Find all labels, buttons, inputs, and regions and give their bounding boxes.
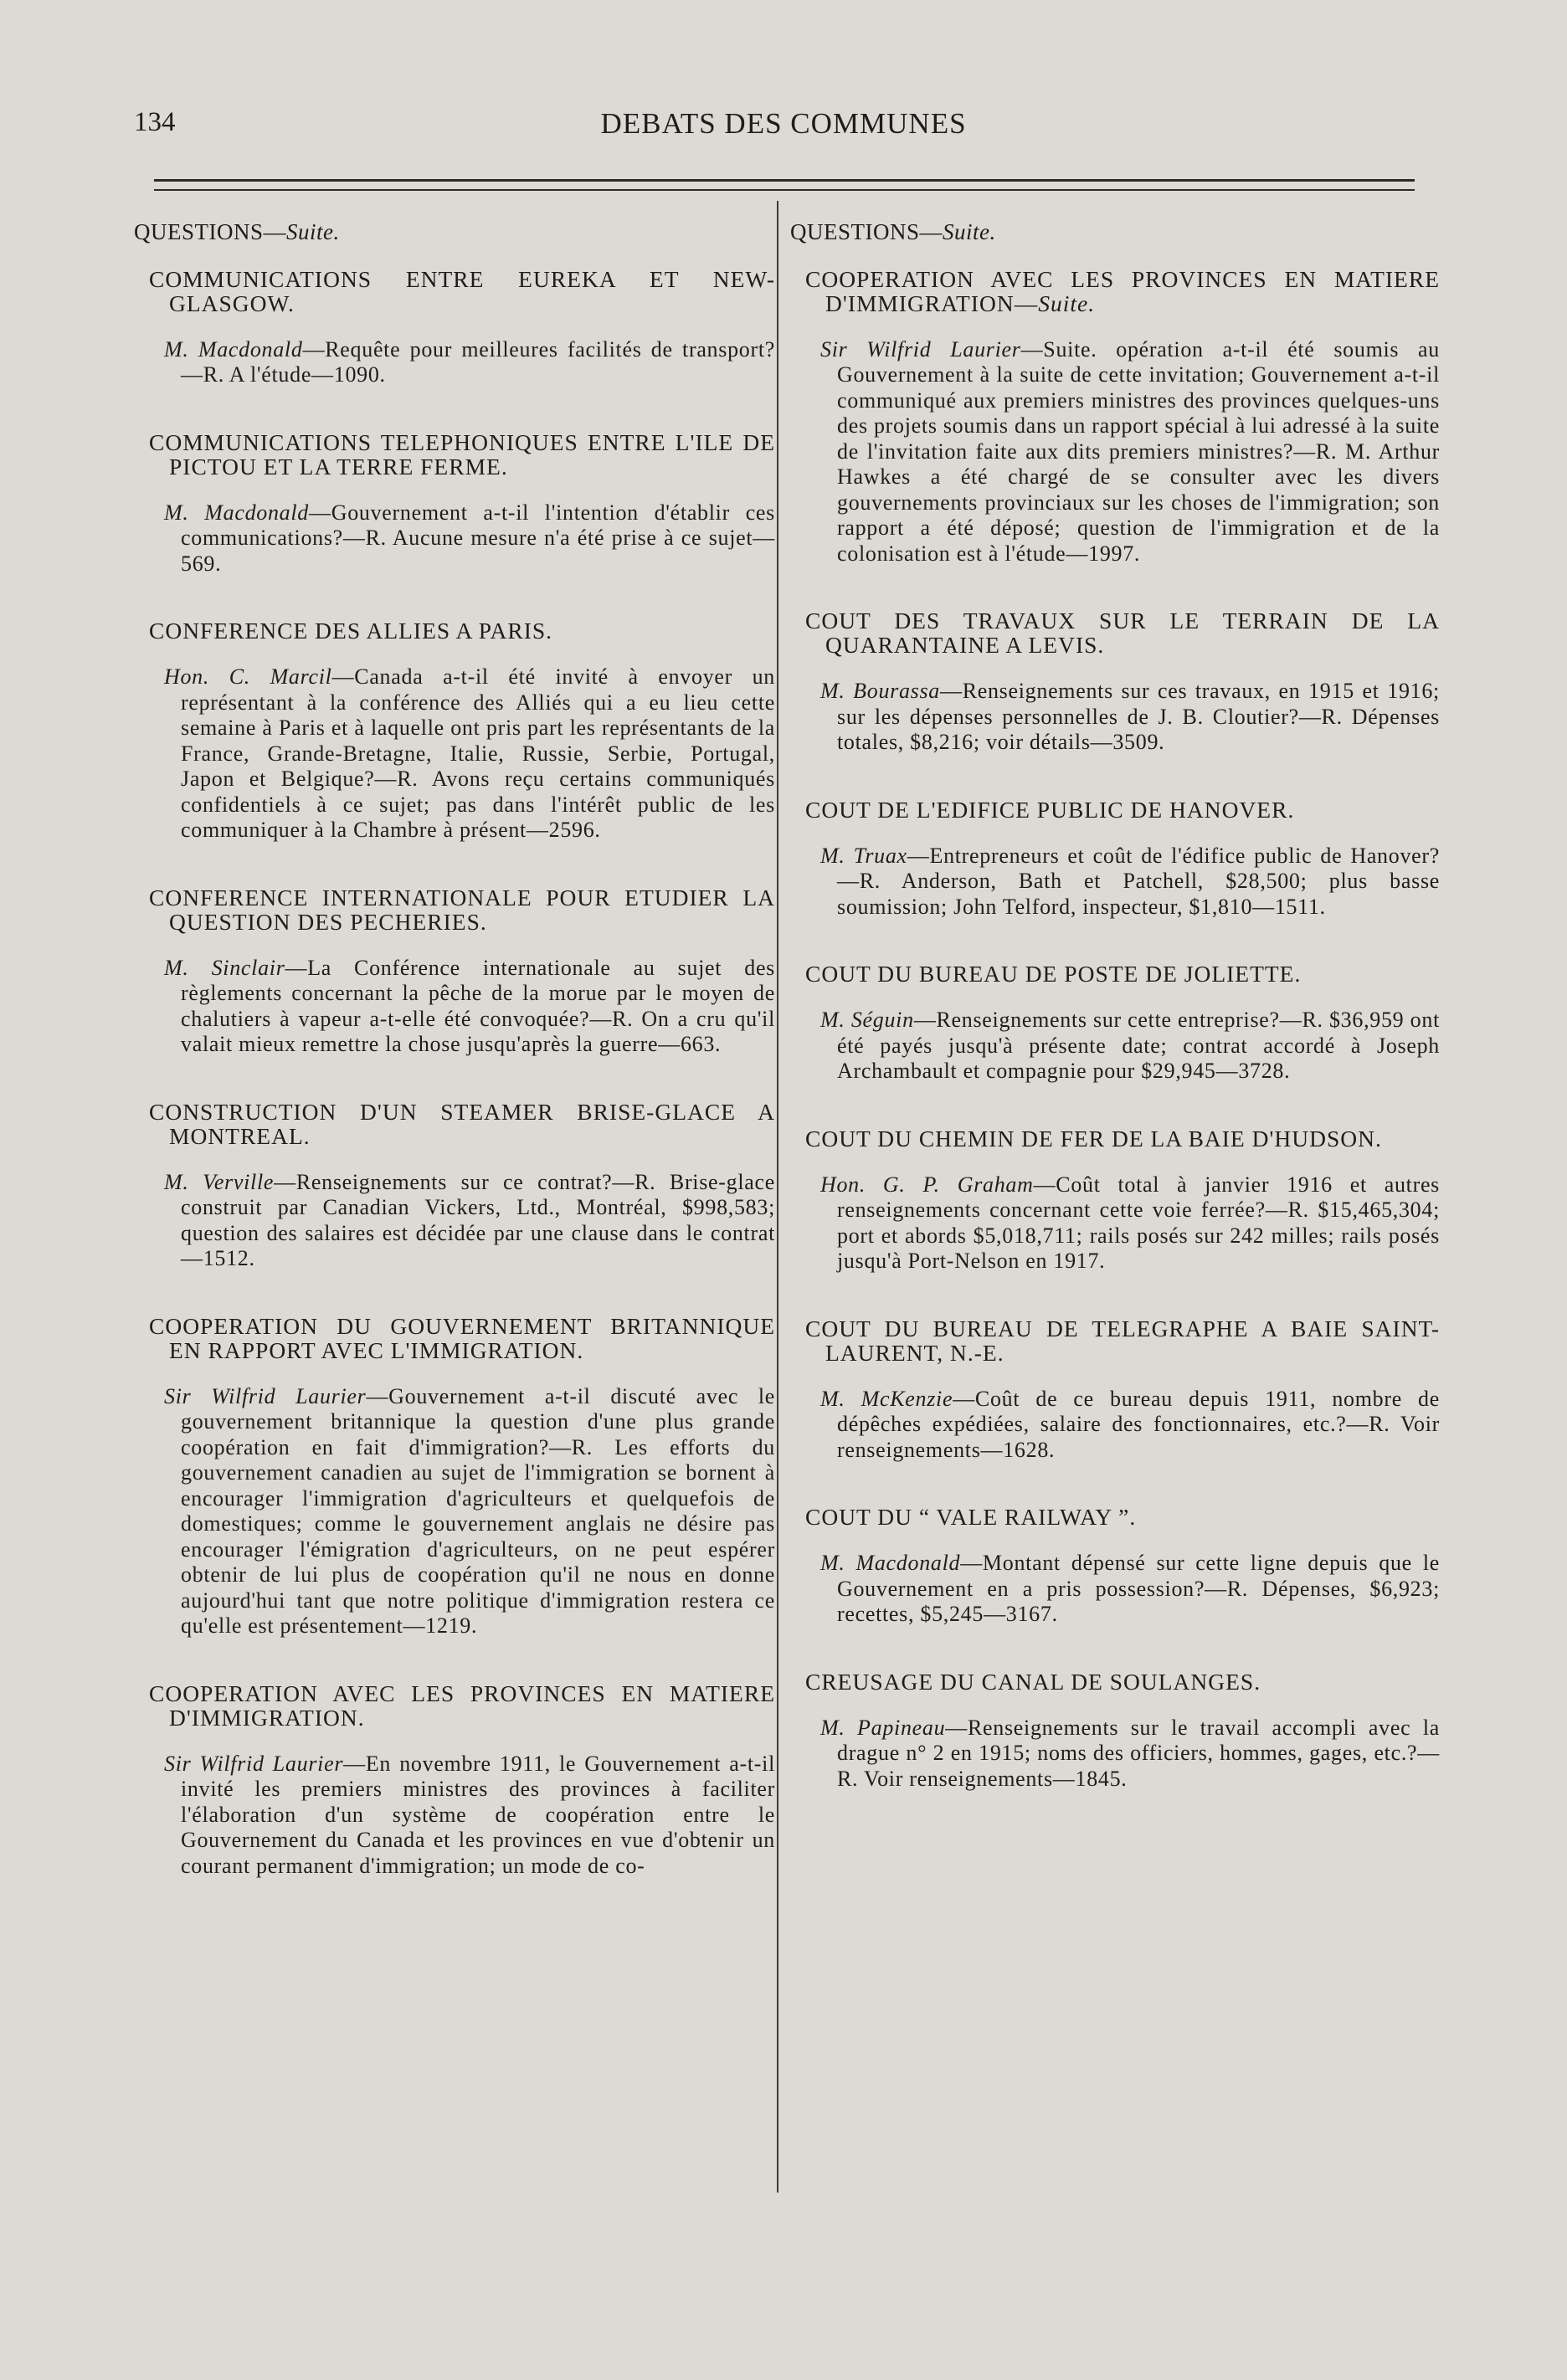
entry-text: —Suite. opération a-t-il été soumis au Gouvernement à la suite de cette invitation; Gouvernement a-t-il communiqué aux premiers ministres des provinces quelques-uns des projets soumis dans un rapport spécial à lui adressé à la suite de l'invitation faite aux dits premiers ministres?—R. M. Arthur Hawkes a été chargé de se consulter avec les divers gouvernements provinciaux sur les choses de l'immigration; son rapport a été déposé; question de l'immigration et de la colonisation est à l'étude—1997. [837,336,1440,566]
speaker-name: M. McKenzie [820,1386,953,1411]
question-entry [131,664,775,844]
section-heading: COUT DES TRAVAUX SUR LE TERRAIN DE LA QUARANTAINE A LEVIS. [805,608,1440,658]
speaker-name: Sir Wilfrid Laurier [164,1751,344,1776]
section-heading: COOPERATION DU GOUVERNEMENT BRITANNIQUE EN RAPPORT AVEC L'IMMIGRATION. [149,1312,775,1363]
entry-text: —Gouvernement a-t-il l'intention d'établir ces communications?—R. Aucune mesure n'a été prise à ce sujet—569. [181,500,775,576]
entry-text: —Coût total à janvier 1916 et autres renseignements concernant cette voie ferrée?—R. $15,465,304; port et abords $5,018,711; rails posés sur 242 milles; rails posés jusqu'à Port-Nelson en 1917. [837,1172,1441,1273]
question-entry [787,1008,1440,1085]
speaker-name: M. Truax [820,843,907,868]
page-number: 134 [134,107,176,137]
entry-text: —Gouvernement a-t-il discuté avec le gouvernement britannique la question d'une plus grande coopération en fait d'immigration?—R. Les efforts du gouvernement canadien au sujet de l'immigration se bornent à encourager l'immigration d'agriculteurs et quelquefois de domestiques; comme le gouvernement anglais ne désire pas encourager l'émigration d'agriculteurs, on ne peut espérer obtenir de lui plus de coopération qu'il ne nous en donne aujourd'hui tant que notre politique d'immigration restera ce qu'elle est présentement—1219. [181,1383,775,1638]
header-rule-top [154,179,1415,182]
entry-text: —Renseignements sur ce contrat?—R. Brise-glace construit par Canadian Vickers, Ltd., Montréal, $998,583; question des salaires est décidée par une clause dans le contrat—1512. [181,1169,775,1270]
section-heading: CONFERENCE DES ALLIES A PARIS. [149,618,553,644]
section-heading: CONSTRUCTION D'UN STEAMER BRISE-GLACE A MONTREAL. [149,1098,775,1149]
section-heading: COOPERATION AVEC LES PROVINCES EN MATIERE D'IMMIGRATION. [149,1680,775,1731]
continuation-label: QUESTIONS—Suite. [134,219,340,244]
question-entry [131,1384,775,1639]
question-entry [131,500,775,577]
entry-text: —Requête pour meilleures facilités de transport?—R. A l'étude—1090. [181,336,775,387]
question-entry [787,679,1440,756]
entry-text: —Renseignements sur le travail accompli avec la drague n° 2 en 1915; noms des officiers, hommes, gages, etc.?—R. Voir renseignements—1845. [837,1715,1440,1791]
entry-text: —La Conférence internationale au sujet des règlements concernant la pêche de la morue par le moyen de chalutiers à vapeur a-t-elle été convoquée?—R. On a cru qu'il valait mieux remettre la chose jusqu'après la guerre—663. [181,955,775,1056]
entry-text: —Renseignements sur ces travaux, en 1915 et 1916; sur les dépenses personnelles de J. B. Cloutier?—R. Dépenses totales, $8,216; voir détails—3509. [837,679,1440,754]
header-rule-bottom [154,189,1415,191]
question-entry [131,956,775,1058]
speaker-name: M. Macdonald [164,336,303,362]
entry-text: —Coût de ce bureau depuis 1911, nombre de dépêches expédiées, salaire des fonctionnaires, etc.?—R. Voir renseignements—1628. [837,1386,1440,1462]
question-entry [787,337,1440,567]
speaker-name: M. Séguin [820,1008,914,1032]
right-column [787,219,1440,1834]
section-heading: COUT DU BUREAU DE TELEGRAPHE A BAIE SAINT-LAURENT, N.-E. [805,1315,1440,1366]
speaker-name: Sir Wilfrid Laurier [164,1383,367,1408]
entry-text: —Montant dépensé sur cette ligne depuis que le Gouvernement en a pris possession?—R. Dépenses, $6,923; recettes, $5,245—3167. [837,1551,1441,1626]
entry-text: —En novembre 1911, le Gouvernement a-t-il invité les premiers ministres des provinces à faciliter l'élaboration d'un système de coopération entre le Gouvernement du Canada et les provinces en vue d'obtenir un courant permanent d'immigration; un mode de co- [181,1751,775,1878]
question-entry [131,1170,775,1272]
speaker-name: M. Macdonald [820,1551,961,1575]
speaker-name: M. Sinclair [164,955,285,980]
speaker-name: Sir Wilfrid Laurier [820,336,1021,362]
speaker-name: M. Papineau [820,1715,946,1740]
question-entry [131,1752,775,1880]
continuation-label: QUESTIONS—Suite. [790,219,996,244]
section-heading: COMMUNICATIONS TELEPHONIQUES ENTRE L'ILE DE PICTOU ET LA TERRE FERME. [149,428,775,480]
section-heading: COUT DU CHEMIN DE FER DE LA BAIE D'HUDSON. [805,1125,1382,1152]
section-heading: CONFERENCE INTERNATIONALE POUR ETUDIER LA QUESTION DES PECHERIES. [149,884,775,935]
question-entry [787,1716,1440,1793]
section-heading: COUT DE L'EDIFICE PUBLIC DE HANOVER. [805,796,1295,823]
speaker-name: Hon. G. P. Graham [820,1172,1034,1197]
question-entry [787,1387,1440,1464]
section-heading: COUT DU “ VALE RAILWAY ”. [805,1504,1137,1530]
question-entry [787,1551,1440,1628]
entry-text: —Renseignements sur cette entreprise?—R. $36,959 ont été payés jusqu'à présente date; contrat accordé à Joseph Archambault et compagnie pour $29,945—3728. [837,1008,1440,1083]
speaker-name: Hon. C. Marcil [164,664,332,689]
section-heading: COUT DU BUREAU DE POSTE DE JOLIETTE. [805,961,1302,987]
question-entry [787,1172,1440,1275]
question-entry [787,844,1440,921]
speaker-name: M. Macdonald [164,500,310,525]
speaker-name: M. Verville [164,1169,275,1194]
section-heading: COOPERATION AVEC LES PROVINCES EN MATIERE D'IMMIGRATION—Suite. [805,265,1440,316]
section-heading: CREUSAGE DU CANAL DE SOULANGES. [805,1668,1261,1695]
question-entry [131,337,775,388]
column-divider [777,201,778,2193]
speaker-name: M. Bourassa [820,679,940,703]
running-head: DEBATS DES COMMUNES [600,107,967,140]
left-column [131,219,775,1921]
entry-text: —Entrepreneurs et coût de l'édifice public de Hanover?—R. Anderson, Bath et Patchell, $28,500; plus basse soumission; John Telford, inspecteur, $1,810—1511. [837,843,1440,919]
entry-text: —Canada a-t-il été invité à envoyer un représentant à la conférence des Alliés qui a eu lieu cette semaine à Paris et à laquelle ont pris part les représentants de la France, Grande-Bretagne, Italie, Russie, Serbie, Portugal, Japon et Belgique?—R. Avons reçu certains communiqués confidentiels à ce sujet; pas dans l'intérêt public de les communiquer à la Chambre à présent—2596. [181,664,776,842]
section-heading: COMMUNICATIONS ENTRE EUREKA ET NEW-GLASGOW. [149,265,775,316]
